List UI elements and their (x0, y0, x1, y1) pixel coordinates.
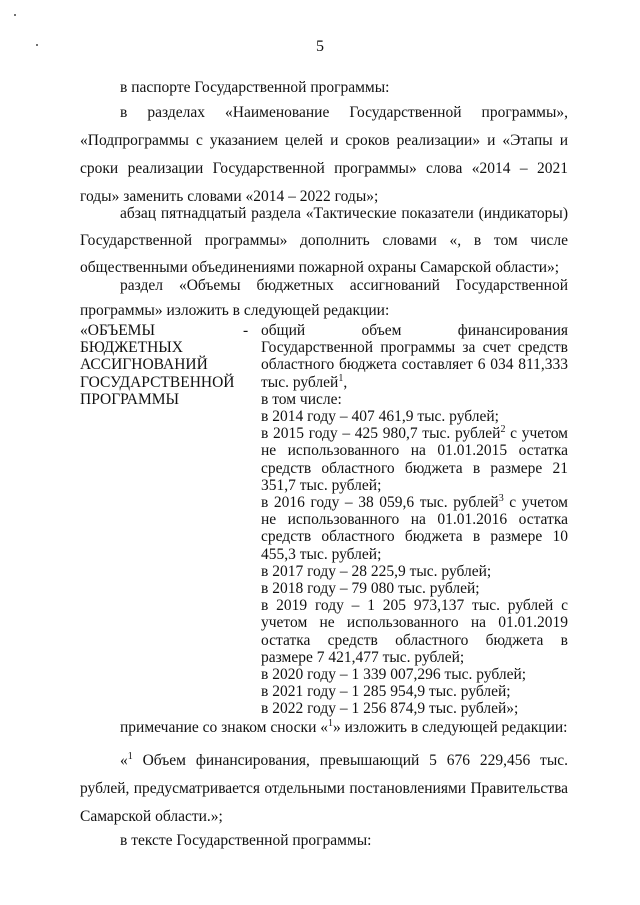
budget-dash: - (243, 322, 249, 339)
budget-total: общий объем финансирования Государственной программы за счет средств областного бюджета составляет 6 034 811,333 тыс. рублей$^1$, (261, 322, 568, 391)
paragraph-footnote-note: примечание со знаком сноски «$^1$» изложить в следующей редакции: (120, 717, 568, 736)
footnote-mark: 1 (328, 717, 333, 729)
budget-year-2020: в 2020 году – 1 339 007,296 тыс. рублей; (261, 666, 527, 684)
paragraph-footnote-text: «$^1$ Объем финансирования, превышающий 5 676 229,456 тыс. рублей, предусматривается отдельными постановлениями Правительства Самарской области.»; (80, 750, 568, 825)
paragraph-budget-section: раздел «Объемы бюджетных ассигнований Государственной программы» изложить в следующей редакции: (80, 277, 568, 319)
budget-year-2015: в 2015 году – 425 980,7 тыс. рублей$^2$ с учетом не использованного на 01.01.2015 остатка средств областного бюджета в размере 21 351,7 тыс. рублей; (261, 424, 568, 494)
paragraph-passport: в паспорте Государственной программы: (120, 79, 390, 96)
paragraph-tactical-indicators: абзац пятнадцатый раздела «Тактические показатели (индикаторы) Государственной программы» дополнить словами «, в том числе общественными объединениями пожарной охраны Самарской области»; (80, 205, 568, 276)
budget-year-2018: в 2018 году – 79 080 тыс. рублей; (261, 580, 480, 598)
paragraph-program-text: в тексте Государственной программы: (120, 832, 372, 849)
footnote-mark: 3 (498, 492, 504, 504)
footnote-mark: 2 (500, 424, 506, 436)
footnote-mark: 1 (338, 372, 344, 384)
budget-heading-line: БЮДЖЕТНЫХ (80, 339, 183, 357)
budget-year-2022: в 2022 году – 1 256 874,9 тыс. рублей»; (261, 700, 519, 718)
budget-year-2014: в 2014 году – 407 461,9 тыс. рублей; (261, 408, 499, 426)
scan-speck (14, 14, 16, 16)
budget-including: в том числе: (261, 390, 342, 408)
paragraph-sections-replace: в разделах «Наименование Государственной программы», «Подпрограммы с указанием целей и сроков реализации» и «Этапы и сроки реализации Государственной программы» слова «2014 – 2021 годы» заменить словами «2014 – 2022 годы»; (80, 104, 568, 205)
budget-year-2021: в 2021 году – 1 285 954,9 тыс. рублей; (261, 683, 511, 701)
budget-heading-line: АССИГНОВАНИЙ (80, 356, 208, 374)
budget-heading-line: «ОБЪЕМЫ (80, 322, 155, 339)
budget-year-2016: в 2016 году – 38 059,6 тыс. рублей$^3$ с учетом не использованного на 01.01.2016 остатка средств областного бюджета в размере 10 455,3 тыс. рублей; (261, 492, 568, 563)
budget-details (261, 322, 568, 718)
budget-year-2019: в 2019 году – 1 205 973,137 тыс. рублей с учетом не использованного на 01.01.2019 остатка средств областного бюджета в размере 7 421,477 тыс. рублей; (261, 597, 568, 666)
budget-year-2017: в 2017 году – 28 225,9 тыс. рублей; (261, 562, 492, 580)
budget-heading (80, 322, 240, 408)
budget-heading-line: ГОСУДАРСТВЕННОЙ (80, 373, 235, 391)
budget-heading-line: ПРОГРАММЫ (80, 390, 180, 408)
page-number: 5 (316, 38, 324, 55)
footnote-mark: 1 (127, 750, 133, 762)
